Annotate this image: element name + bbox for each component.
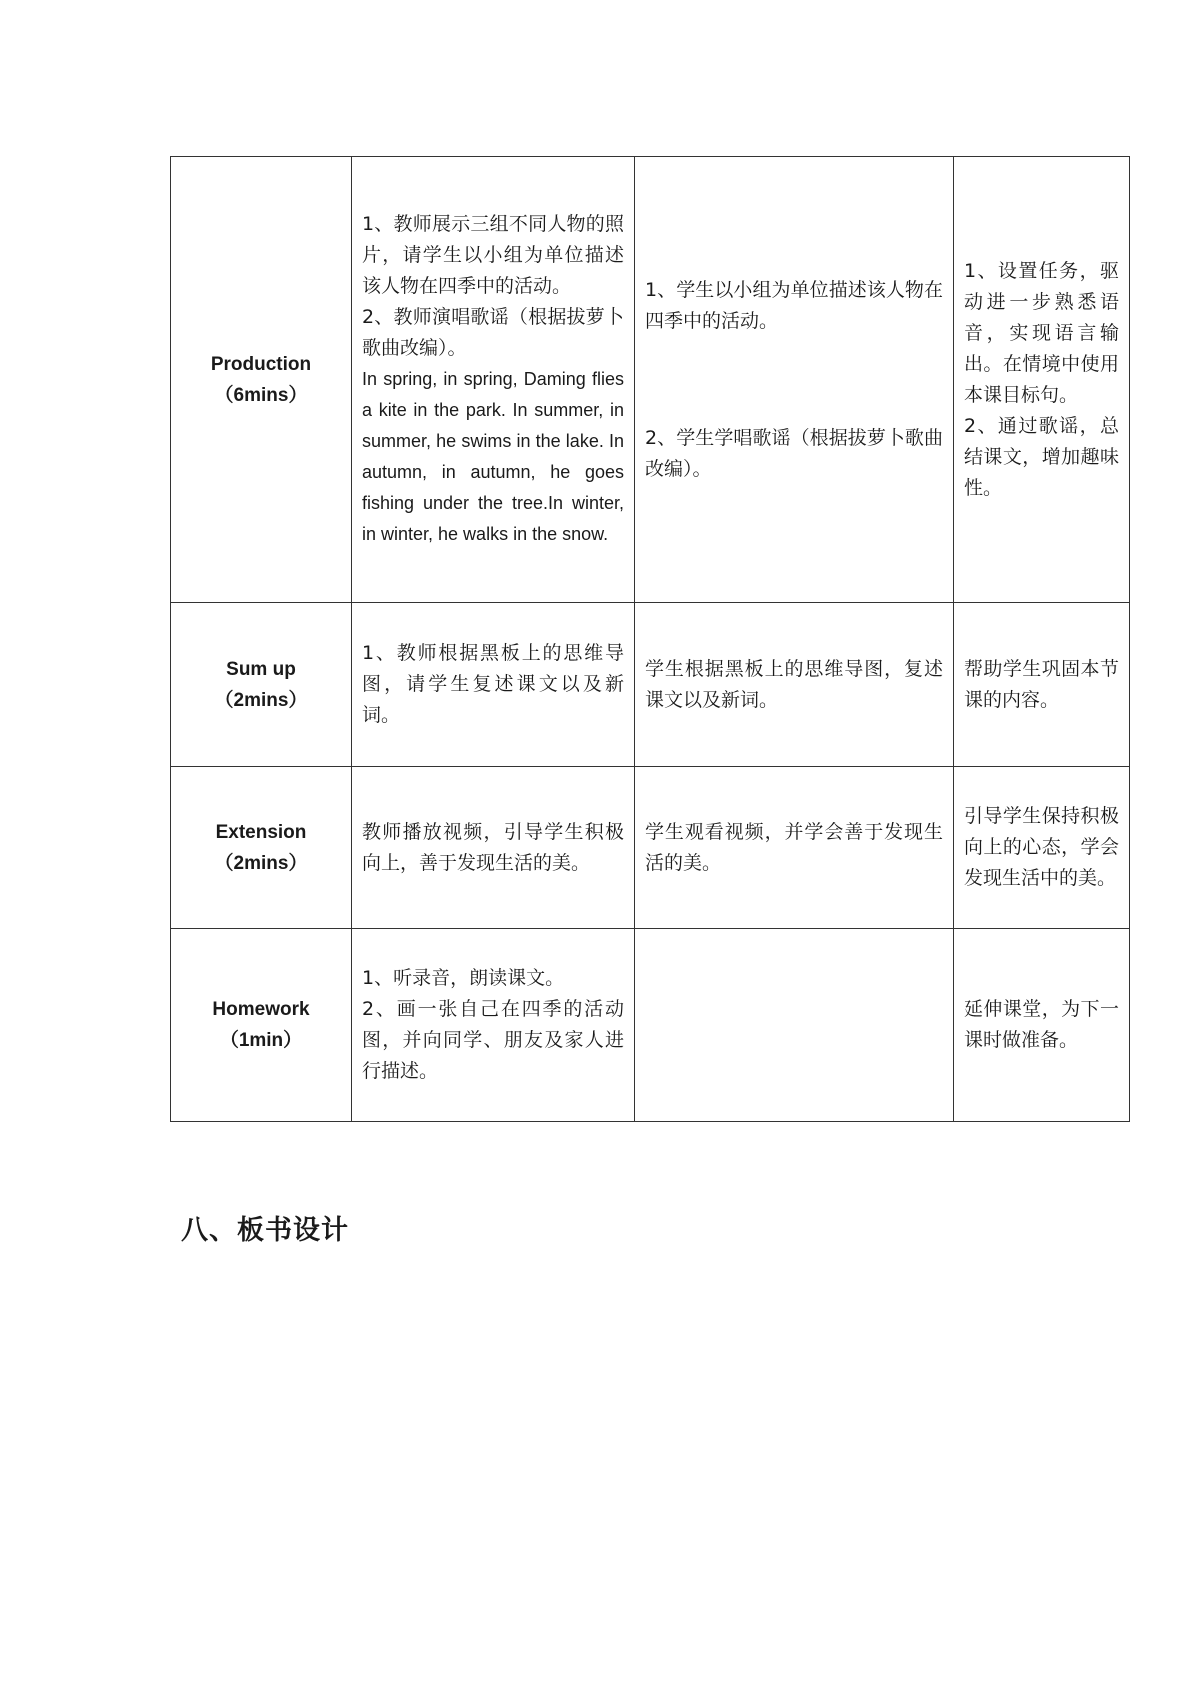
section-heading: 八、板书设计 bbox=[181, 1215, 349, 1246]
purpose-cell bbox=[954, 157, 1130, 603]
student-activity-line: 1、学生以小组为单位描述该人物在四季中的活动。 bbox=[645, 278, 943, 332]
lesson-plan-table bbox=[170, 156, 1130, 1122]
teacher-activity-cell bbox=[352, 929, 635, 1122]
student-activity-cell: 学生观看视频，并学会善于发现生活的美。 bbox=[635, 767, 954, 929]
stage-name: Extension bbox=[215, 821, 307, 843]
purpose-cell: 延伸课堂，为下一课时做准备。 bbox=[954, 929, 1130, 1122]
stage-time: （2mins） bbox=[214, 689, 308, 711]
student-activity-cell bbox=[635, 929, 954, 1122]
teacher-activity-cell bbox=[352, 157, 635, 603]
student-activity-cell: 学生根据黑板上的思维导图，复述课文以及新词。 bbox=[635, 603, 954, 767]
purpose-line: 1、设置任务，驱动进一步熟悉语音，实现语言输出。在情境中使用本课目标句。 bbox=[964, 259, 1119, 406]
student-activity-line: 2、学生学唱歌谣（根据拔萝卜歌曲改编）。 bbox=[645, 426, 943, 480]
stage-time: （1min） bbox=[219, 1030, 303, 1051]
table-row-homework bbox=[171, 929, 1130, 1122]
stage-name: Homework bbox=[212, 999, 310, 1020]
stage-cell bbox=[171, 929, 352, 1122]
stage-name: Sum up bbox=[226, 658, 296, 680]
teacher-activity-line: 1、教师展示三组不同人物的照片，请学生以小组为单位描述该人物在四季中的活动。 bbox=[362, 213, 624, 297]
table-row-extension bbox=[171, 767, 1130, 929]
stage-time: （2mins） bbox=[214, 852, 308, 874]
purpose-line: 2、通过歌谣，总结课文，增加趣味性。 bbox=[964, 414, 1119, 499]
song-lyrics: In spring, in spring, Daming flies a kite in the park. In summer, in summer, he swims in the lake. In autumn, in autumn, he goes fishing under the tree.In winter, in winter, he walks in the snow. bbox=[362, 369, 624, 544]
teacher-activity-line: 2、教师演唱歌谣（根据拔萝卜歌曲改编）。 bbox=[362, 306, 624, 359]
purpose-cell: 引导学生保持积极向上的心态，学会发现生活中的美。 bbox=[954, 767, 1130, 929]
table-row-sum-up bbox=[171, 603, 1130, 767]
stage-time: （6mins） bbox=[214, 384, 308, 406]
stage-cell bbox=[171, 767, 352, 929]
stage-cell bbox=[171, 603, 352, 767]
purpose-cell: 帮助学生巩固本节课的内容。 bbox=[954, 603, 1130, 767]
teacher-activity-cell: 1、教师根据黑板上的思维导图，请学生复述课文以及新词。 bbox=[352, 603, 635, 767]
stage-cell bbox=[171, 157, 352, 603]
teacher-activity-line: 2、画一张自己在四季的活动图，并向同学、朋友及家人进行描述。 bbox=[362, 998, 624, 1082]
teacher-activity-line: 1、听录音，朗读课文。 bbox=[362, 967, 565, 989]
student-activity-cell bbox=[635, 157, 954, 603]
teacher-activity-cell: 教师播放视频，引导学生积极向上，善于发现生活的美。 bbox=[352, 767, 635, 929]
stage-name: Production bbox=[210, 353, 312, 375]
table-row-production bbox=[171, 157, 1130, 603]
